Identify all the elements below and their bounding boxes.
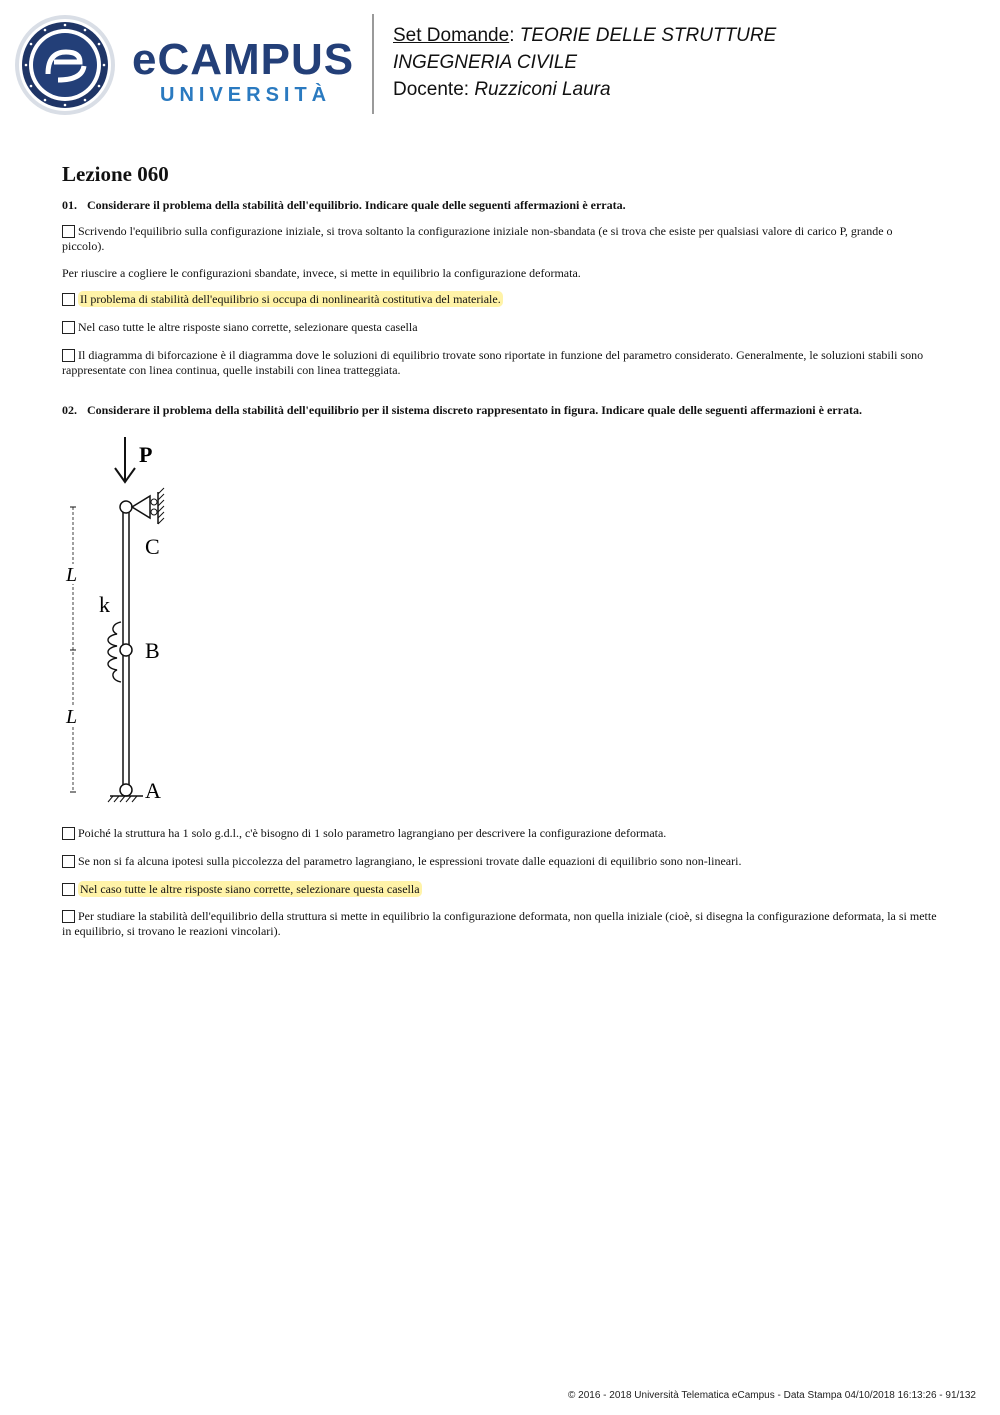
header-info (393, 22, 776, 103)
dimension-line (65, 507, 81, 792)
question-number: 01. (62, 198, 77, 212)
teacher-label: Docente: (393, 79, 475, 100)
question-number: 02. (62, 403, 77, 417)
answer-text-highlighted: Il problema di stabilità dell'equilibrio si occupa di nonlinearità costitutiva del materiale. (80, 292, 501, 306)
answer-2-4 (62, 909, 937, 939)
answer-text: Nel caso tutte le altre risposte siano corrette, selezionare questa casella (78, 320, 418, 334)
roller-support (132, 496, 150, 518)
answer-text: Poiché la struttura ha 1 solo g.d.l., c'è bisogno di 1 solo parametro lagrangiano per descrivere la configurazione deformata. (78, 826, 667, 840)
answer-text: Scrivendo l'equilibrio sulla configurazione iniziale, si trova soltanto la configurazione iniziale non-sbandata (e si trova che esiste per qualsiasi valore di carico P, grande o piccolo). (62, 224, 893, 253)
answer-2-1 (62, 826, 937, 841)
brand-name: eCAMPUS (132, 35, 355, 84)
answer-text: Il diagramma di biforcazione è il diagramma dove le soluzioni di equilibrio trovate sono riportate in funzione del parametro considerato. Generalmente, le soluzioni stabili sono rappresentate con linea continua, quelle instabili con linea tratteggiata. (62, 348, 924, 377)
label-b: B (145, 638, 160, 663)
set-label: Set Domande (393, 25, 510, 46)
label-l-upper: L (66, 564, 78, 586)
page-footer: © 2016 - 2018 Università Telematica eCampus - Data Stampa 04/10/2018 16:13:26 - 91/132 (568, 1390, 976, 1401)
answer-checkbox[interactable] (62, 827, 75, 840)
answer-text: Per studiare la stabilità dell'equilibrio della struttura si mette in equilibrio la configurazione deformata, non quella iniziale (cioè, si disegna la configurazione deformata, la si mette in equilibrio, si trovano le reazioni vincolari). (62, 909, 937, 938)
header-divider (372, 14, 374, 114)
teacher-name: Ruzziconi Laura (474, 79, 611, 100)
question-02 (62, 403, 942, 418)
ecampus-wordmark (132, 35, 362, 107)
answer-checkbox[interactable] (62, 855, 75, 868)
answer-2-3 (62, 882, 937, 897)
label-a: A (145, 778, 161, 803)
answer-checkbox[interactable] (62, 321, 75, 334)
answer-text-highlighted: Nel caso tutte le altre risposte siano corrette, selezionare questa casella (80, 882, 420, 896)
answer-1-2 (62, 292, 937, 307)
hinge-b (120, 644, 132, 656)
question-text: Considerare il problema della stabilità dell'equilibrio. Indicare quale delle seguenti affermazioni è errata. (87, 198, 626, 212)
question-01 (62, 198, 942, 213)
degree-name: INGEGNERIA CIVILE (393, 52, 578, 73)
answer-2-2 (62, 854, 937, 869)
answer-checkbox[interactable] (62, 225, 75, 238)
teacher-line (393, 76, 776, 103)
brand-subtitle: UNIVERSITÀ (160, 84, 332, 106)
label-l-lower: L (66, 706, 78, 728)
lesson-title: Lezione 060 (62, 162, 169, 186)
label-k: k (99, 592, 110, 617)
label-c: C (145, 534, 160, 559)
answer-checkbox[interactable] (62, 349, 75, 362)
answer-1-1-continuation: Per riuscire a cogliere le configurazioni sbandate, invece, si mette in equilibrio la configurazione deformata. (62, 266, 581, 280)
hinge-c (120, 501, 132, 513)
answer-checkbox[interactable] (62, 883, 75, 896)
course-name: TEORIE DELLE STRUTTURE (519, 25, 777, 46)
question-text: Considerare il problema della stabilità dell'equilibrio per il sistema discreto rappresentato in figura. Indicare quale delle seguenti affermazioni è errata. (87, 403, 862, 417)
ecampus-seal-logo (14, 14, 116, 116)
structure-figure (55, 432, 205, 812)
rotational-spring (108, 622, 121, 682)
answer-checkbox[interactable] (62, 293, 75, 306)
course-line (393, 22, 776, 49)
answer-1-4 (62, 348, 937, 378)
answer-text: Se non si fa alcuna ipotesi sulla piccolezza del parametro lagrangiano, le espressioni trovate dalle equazioni di equilibrio sono non-lineari. (78, 854, 742, 868)
label-p: P (139, 442, 153, 467)
set-separator: : (509, 25, 520, 46)
load-arrow (115, 437, 135, 482)
hinge-a (120, 784, 132, 796)
answer-1-1 (62, 224, 937, 254)
answer-1-3 (62, 320, 937, 335)
answer-checkbox[interactable] (62, 910, 75, 923)
